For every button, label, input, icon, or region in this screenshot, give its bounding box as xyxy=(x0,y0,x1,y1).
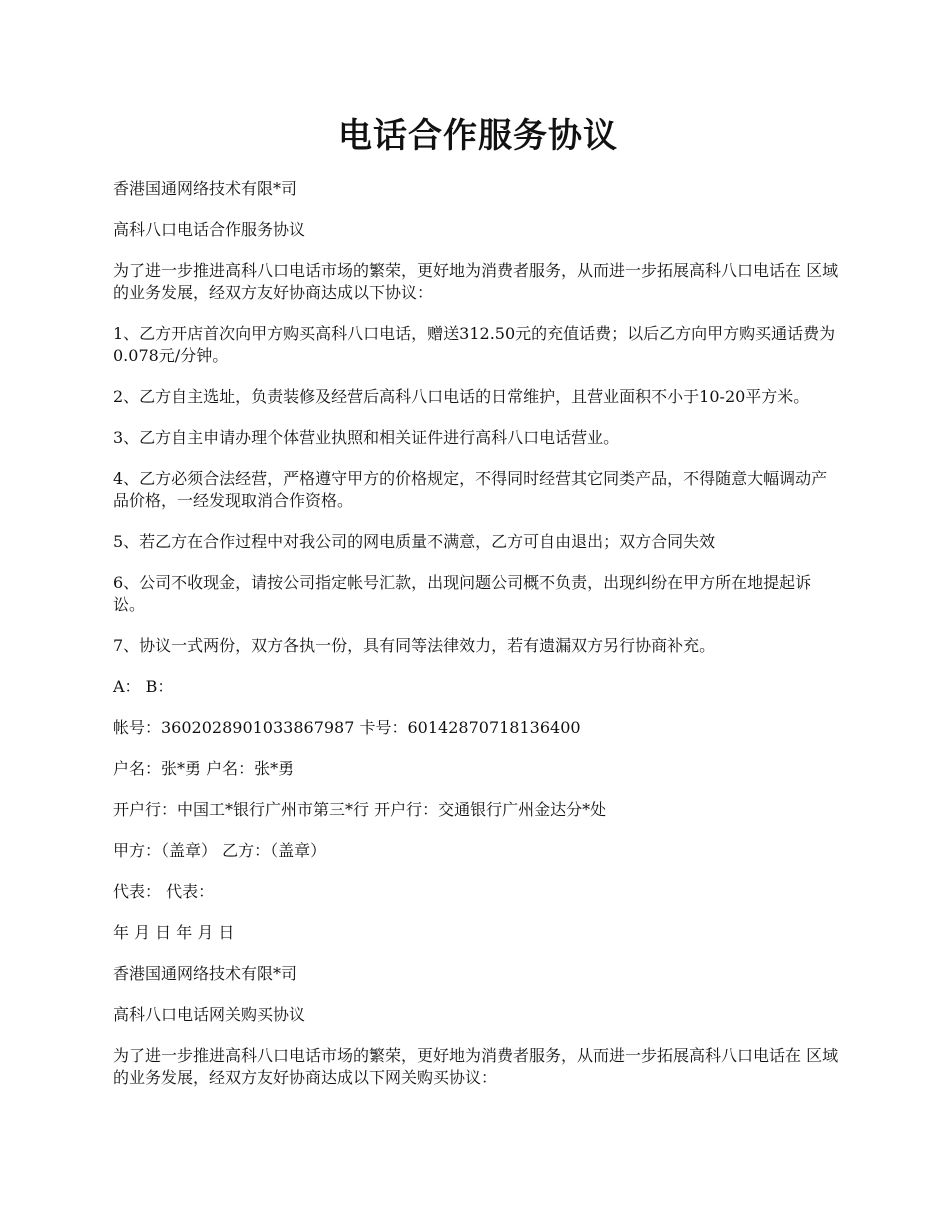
clause-6: 6、公司不收现金，请按公司指定帐号汇款，出现问题公司概不负责，出现纠纷在甲方所在地提起诉讼。 xyxy=(113,573,812,614)
clause-7: 7、协议一式两份，双方各执一份，具有同等法律效力，若有遗漏双方另行协商补充。 xyxy=(113,636,716,655)
agreement-subtitle-2: 高科八口电话网关购买协议 xyxy=(113,1005,306,1024)
date-line: 年 月 日 年 月 日 xyxy=(113,923,235,942)
company-name-2: 香港国通网络技术有限*司 xyxy=(113,964,298,983)
document-page xyxy=(113,110,843,1108)
clause-3: 3、乙方自主申请办理个体营业执照和相关证件进行高科八口电话营业。 xyxy=(113,428,620,447)
clause-1: 1、乙方开店首次向甲方购买高科八口电话，赠送312.50元的充值话费；以后乙方向甲方购买通话费为0.078元/分钟。 xyxy=(113,324,836,365)
intro-paragraph-2: 为了进一步推进高科八口电话市场的繁荣，更好地为消费者服务，从而进一步拓展高科八口电话在 区域的业务发展，经双方友好协商达成以下网关购买协议： xyxy=(113,1046,839,1087)
clause-5: 5、若乙方在合作过程中对我公司的网电质量不满意，乙方可自由退出；双方合同失效 xyxy=(113,532,716,551)
account-names: 户名：张*勇 户名：张*勇 xyxy=(113,759,295,778)
account-numbers: 帐号：3602028901033867987 卡号：60142870718136400 xyxy=(113,718,581,737)
representative-line: 代表： 代表： xyxy=(113,882,215,901)
clause-4: 4、乙方必须合法经营，严格遵守甲方的价格规定，不得同时经营其它同类产品，不得随意大幅调动产品价格，一经发现取消合作资格。 xyxy=(113,469,828,510)
clause-2: 2、乙方自主选址，负责装修及经营后高科八口电话的日常维护，且营业面积不小于10-20平方米。 xyxy=(113,387,810,406)
seal-line: 甲方：（盖章） 乙方：（盖章） xyxy=(113,841,327,860)
document-title: 电话合作服务协议 xyxy=(338,116,618,156)
bank-branches: 开户行：中国工*银行广州市第三*行 开户行：交通银行广州金达分*处 xyxy=(113,800,607,819)
intro-paragraph: 为了进一步推进高科八口电话市场的繁荣，更好地为消费者服务，从而进一步拓展高科八口电话在 区域的业务发展，经双方友好协商达成以下协议： xyxy=(113,261,839,302)
party-labels: A： B： xyxy=(113,677,174,696)
agreement-subtitle: 高科八口电话合作服务协议 xyxy=(113,220,306,239)
company-name: 香港国通网络技术有限*司 xyxy=(113,179,298,198)
